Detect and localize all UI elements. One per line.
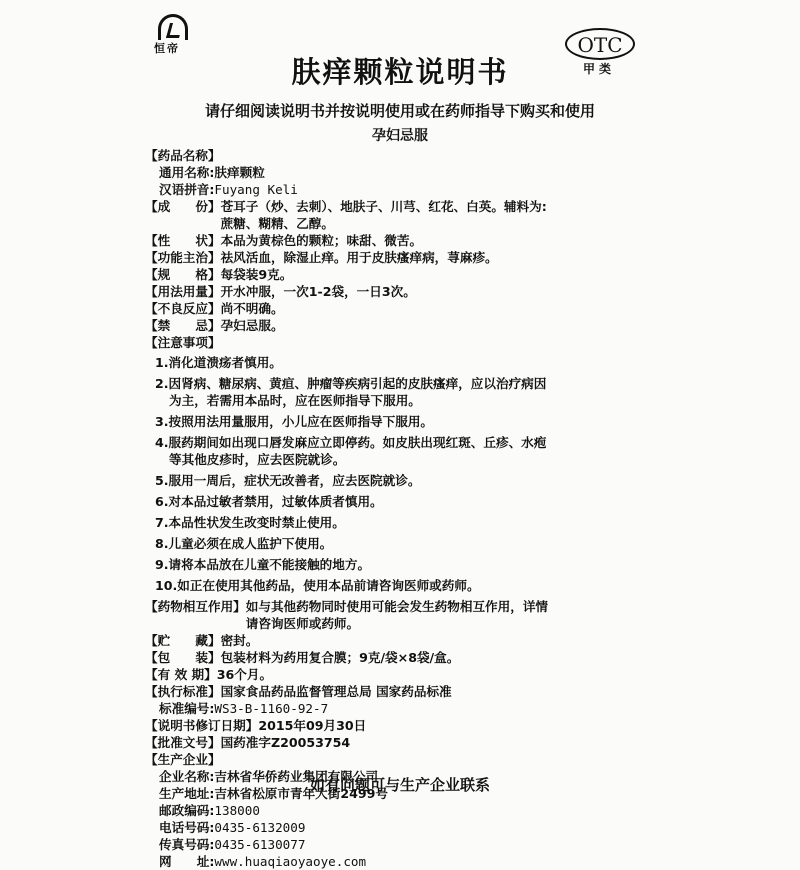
manufacturer-field-value: 138000 bbox=[214, 803, 260, 818]
drug-name-heading: 【药品名称】 bbox=[145, 148, 221, 163]
manufacturer-field-value: 吉林省华侨药业集团有限公司 bbox=[214, 769, 379, 784]
document-subtitle: 请仔细阅读说明书并按说明使用或在药师指导下购买和使用 bbox=[204, 102, 595, 120]
properties-label: 【性 状】 bbox=[145, 233, 221, 248]
standard-row bbox=[145, 683, 665, 700]
revision-date-value: 2015年09月30日 bbox=[258, 718, 367, 733]
precaution-item: 8.儿童必须在成人监护下使用。 bbox=[155, 536, 333, 551]
contact-footer: 如有问题可与生产企业联系 bbox=[309, 776, 490, 794]
standard-value: 国家食品药品监督管理总局 国家药品标准 bbox=[220, 684, 452, 699]
approval-label: 【批准文号】 bbox=[145, 735, 221, 750]
manufacturer-heading-row bbox=[145, 751, 665, 768]
contraindication-value: 孕妇忌服。 bbox=[220, 318, 284, 333]
manufacturer-row bbox=[145, 836, 665, 853]
standard-number-label: 标准编号: bbox=[159, 701, 215, 716]
package-row bbox=[145, 649, 665, 666]
precaution-item: 3.按照用法用量服用，小儿应在医师指导下服用。 bbox=[155, 414, 434, 429]
ingredients-line-1: 苍耳子（炒、去刺）、地肤子、川芎、红花、白英。辅料为: bbox=[220, 199, 547, 214]
adverse-label: 【不良反应】 bbox=[145, 301, 221, 316]
brand-logo bbox=[150, 14, 200, 54]
standard-label: 【执行标准】 bbox=[145, 684, 221, 699]
precaution-item-continued: 等其他皮疹时，应去医院就诊。 bbox=[169, 452, 346, 467]
precaution-item-continued: 为主，若需用本品时，应在医师指导下服用。 bbox=[169, 393, 421, 408]
manufacturer-field-value: 0435-6130077 bbox=[214, 837, 306, 852]
manufacturer-field-label: 生产地址: bbox=[159, 786, 215, 801]
otc-class-label: 甲类 bbox=[583, 62, 616, 76]
storage-value: 密封。 bbox=[220, 633, 259, 648]
package-label: 【包 装】 bbox=[145, 650, 221, 665]
ingredients-value bbox=[221, 198, 665, 232]
precaution-item: 6.对本品过敏者禁用，过敏体质者慎用。 bbox=[155, 494, 383, 509]
pinyin-label: 汉语拼音: bbox=[159, 182, 215, 197]
precautions-heading-row bbox=[145, 334, 665, 351]
ingredients-line-2: 蔗糖、糊精、乙醇。 bbox=[220, 216, 334, 231]
revision-date-row bbox=[145, 717, 665, 734]
validity-row bbox=[145, 666, 665, 683]
manufacturer-field-label: 企业名称: bbox=[159, 769, 215, 784]
generic-name-row bbox=[145, 164, 665, 181]
spec-value: 每袋装9克。 bbox=[220, 267, 293, 282]
usage-label: 【用法用量】 bbox=[145, 284, 221, 299]
properties-row bbox=[145, 232, 665, 249]
document-title: 肤痒颗粒说明书 bbox=[291, 55, 509, 89]
manufacturer-field-value: www.huaqiaoyaoye.com bbox=[214, 854, 367, 869]
ingredients-row bbox=[145, 198, 665, 232]
manufacturer-row bbox=[145, 819, 665, 836]
pinyin-row bbox=[145, 181, 665, 198]
brand-logo-mark bbox=[158, 14, 188, 40]
revision-date-label: 【说明书修订日期】 bbox=[145, 718, 259, 733]
ingredients-label: 【成 份】 bbox=[145, 199, 221, 214]
generic-name-label: 通用名称: bbox=[159, 165, 215, 180]
pinyin-value: Fuyang Keli bbox=[214, 182, 298, 197]
interaction-value bbox=[246, 598, 665, 632]
manufacturer-field-label: 网 址: bbox=[159, 854, 215, 869]
approval-row bbox=[145, 734, 665, 751]
precaution-item: 9.请将本品放在儿童不能接触的地方。 bbox=[155, 557, 371, 572]
interaction-label: 【药物相互作用】 bbox=[145, 599, 246, 614]
interaction-line-1: 如与其他药物同时使用可能会发生药物相互作用，详情 bbox=[245, 599, 548, 614]
precaution-item: 10.如正在使用其他药品，使用本品前请咨询医师或药师。 bbox=[155, 578, 480, 593]
leaflet-body bbox=[145, 147, 665, 870]
manufacturer-field-label: 传真号码: bbox=[159, 837, 215, 852]
storage-label: 【贮 藏】 bbox=[145, 633, 221, 648]
standard-number-row bbox=[145, 700, 665, 717]
drug-name-heading-row bbox=[145, 147, 665, 164]
usage-row bbox=[145, 283, 665, 300]
precaution-item: 4.服药期间如出现口唇发麻应立即停药。如皮肤出现红斑、丘疹、水疱 bbox=[155, 435, 547, 450]
validity-label: 【有 效 期】 bbox=[145, 667, 217, 682]
precaution-item: 5.服用一周后，症状无改善者，应去医院就诊。 bbox=[155, 473, 421, 488]
usage-value: 开水冲服，一次1-2袋，一日3次。 bbox=[220, 284, 416, 299]
manufacturer-field-label: 电话号码: bbox=[159, 820, 215, 835]
spec-label: 【规 格】 bbox=[145, 267, 221, 282]
contraindication-label: 【禁 忌】 bbox=[145, 318, 221, 333]
properties-value: 本品为黄棕色的颗粒；味甜、微苦。 bbox=[220, 233, 423, 248]
validity-value: 36个月。 bbox=[216, 667, 273, 682]
interaction-row bbox=[145, 598, 665, 632]
manufacturer-field-value: 吉林省松原市青年大街2499号 bbox=[214, 786, 389, 801]
manufacturer-heading: 【生产企业】 bbox=[145, 752, 221, 767]
function-value: 祛风活血，除湿止痒。用于皮肤瘙痒病，荨麻疹。 bbox=[220, 250, 498, 265]
otc-badge: OTC bbox=[565, 28, 635, 60]
approval-value: 国药准字Z20053754 bbox=[220, 735, 351, 750]
function-row bbox=[145, 249, 665, 266]
precautions-list bbox=[155, 354, 665, 594]
pregnancy-warning: 孕妇忌服 bbox=[372, 128, 428, 144]
function-label: 【功能主治】 bbox=[145, 250, 221, 265]
standard-number-value: WS3-B-1160-92-7 bbox=[214, 701, 329, 716]
manufacturer-field-label: 邮政编码: bbox=[159, 803, 215, 818]
interaction-line-2: 请咨询医师或药师。 bbox=[245, 616, 360, 631]
generic-name-value: 肤痒颗粒 bbox=[214, 165, 265, 180]
precaution-item: 2.因肾病、糖尿病、黄疸、肿瘤等疾病引起的皮肤瘙痒，应以治疗病因 bbox=[155, 376, 547, 391]
adverse-row bbox=[145, 300, 665, 317]
storage-row bbox=[145, 632, 665, 649]
precaution-item: 1.消化道溃疡者慎用。 bbox=[155, 355, 282, 370]
brand-logo-text: 恒帝 bbox=[154, 42, 180, 55]
contraindication-row bbox=[145, 317, 665, 334]
manufacturer-field-value: 0435-6132009 bbox=[214, 820, 306, 835]
precautions-heading: 【注意事项】 bbox=[145, 335, 221, 350]
package-value: 包装材料为药用复合膜；9克/袋×8袋/盒。 bbox=[220, 650, 460, 665]
spec-row bbox=[145, 266, 665, 283]
adverse-value: 尚不明确。 bbox=[220, 301, 284, 316]
manufacturer-row bbox=[145, 802, 665, 819]
manufacturer-row bbox=[145, 853, 665, 870]
precaution-item: 7.本品性状发生改变时禁止使用。 bbox=[155, 515, 345, 530]
